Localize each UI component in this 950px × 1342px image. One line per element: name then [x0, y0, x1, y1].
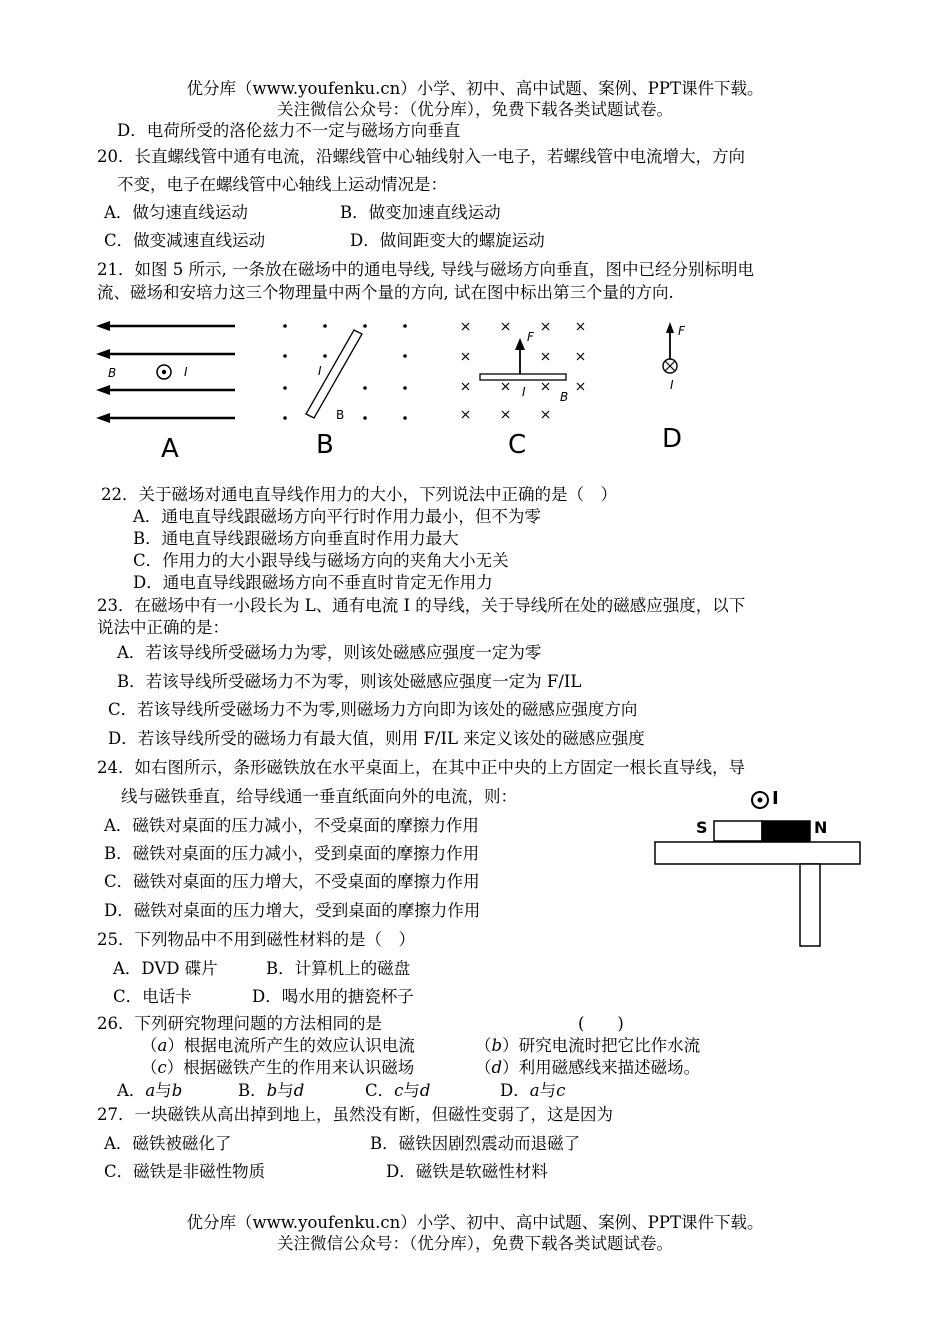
q25-option-c: C．电话卡: [113, 987, 192, 1006]
panel-a-field-lines: [96, 321, 235, 423]
q26-option-c-first: c: [394, 1081, 404, 1100]
q27-stem: 27．一块磁铁从高出掉到地上，虽然没有断，但磁性变弱了，这是因为: [97, 1105, 613, 1124]
q25-stem: 25．下列物品中不用到磁性材料的是（ ）: [97, 930, 415, 949]
q24-option-a: A．磁铁对桌面的压力减小，不受桌面的摩擦力作用: [104, 816, 479, 835]
bar-magnet: [714, 821, 810, 841]
q21-figure-drawing: [90, 310, 710, 470]
q26-option-d-prefix: D．: [500, 1081, 530, 1100]
q22-option-a: A．通电直导线跟磁场方向平行时作用力最小，但不为零: [133, 507, 541, 526]
panel-d-label: D: [662, 424, 683, 454]
q25-option-b: B．计算机上的磁盘: [266, 959, 411, 978]
q26-option-a-second: b: [171, 1081, 183, 1100]
panel-a-i-label: I: [184, 365, 188, 379]
q26-option-b-mid: 与: [277, 1081, 294, 1100]
q24-option-b: B．磁铁对桌面的压力减小，受到桌面的摩擦力作用: [104, 844, 480, 863]
q26-item-c-text: 根据磁铁产生的作用来认识磁场: [183, 1058, 415, 1077]
panel-b-i-label: I: [318, 364, 322, 378]
q20-option-c: C．做变减速直线运动: [104, 231, 266, 250]
magnet-s-label: S: [696, 818, 708, 837]
q23-option-d: D．若该导线所受的磁场力有最大值，则用 F/IL 来定义该处的磁感应强度: [108, 729, 645, 748]
q26-option-c-second: d: [419, 1081, 431, 1100]
q26-option-a-prefix: A．: [117, 1081, 146, 1100]
panel-b-wire: [306, 330, 362, 418]
q26-item-c: （c）根据磁铁产生的作用来认识磁场: [141, 1058, 415, 1077]
q26-option-a-first: a: [145, 1081, 156, 1100]
panel-d-wire: [663, 322, 677, 373]
q21-stem-2: 流、磁场和安培力这三个物理量中两个量的方向, 试在图中标出第三个量的方向.: [97, 283, 674, 302]
panel-a-label: A: [161, 434, 179, 464]
magnet-n-label: N: [814, 818, 828, 837]
q20-stem-2: 不变，电子在螺线管中心轴线上运动情况是：: [117, 175, 447, 194]
q20-option-a: A．做匀速直线运动: [104, 203, 248, 222]
q26-answer-paren: ( ): [578, 1014, 624, 1033]
q26-item-a: （a）根据电流所产生的效应认识电流: [141, 1036, 415, 1055]
q26-option-a-mid: 与: [155, 1081, 172, 1100]
q26-option-b: [238, 1080, 304, 1102]
header-line-2: 关注微信公众号：（优分库），免费下载各类试题试卷。: [277, 100, 673, 119]
q25-option-d: D．喝水用的搪瓷杯子: [252, 987, 414, 1006]
q26-option-b-second: d: [293, 1081, 305, 1100]
q22-option-b: B．通电直导线跟磁场方向垂直时作用力最大: [133, 529, 459, 548]
panel-c-b-label: B: [560, 390, 569, 404]
q26-item-c-label: c: [157, 1058, 167, 1077]
panel-c-i-label: I: [522, 385, 526, 399]
q21-stem-1: 21．如图 5 所示, 一条放在磁场中的通电导线, 导线与磁场方向垂直，图中已经分别标明电: [97, 260, 754, 279]
q26-item-d: （d）利用磁感线来描述磁场。: [475, 1058, 701, 1077]
q24-figure-drawing: [650, 785, 865, 950]
q21-figure: [90, 310, 710, 470]
q26-item-a-label: a: [157, 1036, 168, 1055]
current-out-icon: [752, 792, 768, 808]
q26-item-b-label: b: [491, 1036, 503, 1055]
panel-b-field-dots: [283, 324, 407, 420]
table: [655, 842, 860, 946]
q24-stem-1: 24．如右图所示，条形磁铁放在水平桌面上，在其中正中央的上方固定一根长直导线，导: [97, 758, 745, 777]
q27-option-d: D．磁铁是软磁性材料: [386, 1162, 548, 1181]
q26-option-b-prefix: B．: [238, 1081, 267, 1100]
q26-option-b-first: b: [266, 1081, 278, 1100]
panel-c-label: C: [508, 430, 527, 460]
q23-stem-1: 23．在磁场中有一小段长为 L、通有电流 I 的导线，关于导线所在处的磁感应强度，以下: [97, 596, 746, 615]
panel-c-wire: [480, 338, 566, 380]
panel-b-b-label: B: [336, 408, 345, 422]
panel-b-label: B: [316, 430, 334, 460]
q24-option-d: D．磁铁对桌面的压力增大，受到桌面的摩擦力作用: [104, 901, 481, 920]
q26-item-b: （b）研究电流时把它比作水流: [475, 1036, 701, 1055]
q20-stem-1: 20．长直螺线管中通有电流，沿螺线管中心轴线射入一电子，若螺线管中电流增大，方向: [97, 147, 745, 166]
q19-option-d: D．电荷所受的洛伦兹力不一定与磁场方向垂直: [117, 121, 461, 140]
q24-option-c: C．磁铁对桌面的压力增大，不受桌面的摩擦力作用: [104, 872, 480, 891]
q20-option-b: B．做变加速直线运动: [340, 203, 501, 222]
panel-c-f-label: F: [527, 330, 534, 344]
q26-stem: 26．下列研究物理问题的方法相同的是: [97, 1014, 382, 1033]
q22-option-c: C．作用力的大小跟导线与磁场方向的夹角大小无关: [133, 551, 509, 570]
q26-item-a-text: 根据电流所产生的效应认识电流: [183, 1036, 415, 1055]
q26-option-c-prefix: C．: [365, 1081, 395, 1100]
q26-option-a: [117, 1080, 182, 1102]
q26-option-c-mid: 与: [403, 1081, 420, 1100]
q24-stem-2: 线与磁铁垂直，给导线通一垂直纸面向外的电流，则：: [121, 787, 517, 806]
panel-a-b-label: B: [108, 366, 117, 380]
q27-option-b: B．磁铁因剧烈震动而退磁了: [370, 1134, 581, 1153]
q20-option-d: D．做间距变大的螺旋运动: [350, 231, 545, 250]
q22-option-d: D．通电直导线跟磁场方向不垂直时肯定无作用力: [133, 573, 493, 592]
q24-figure: [650, 785, 865, 950]
q27-option-c: C．磁铁是非磁性物质: [104, 1162, 266, 1181]
footer-line-1: 优分库（www.youfenku.cn）小学、初中、高中试题、案例、PPT课件下载。: [186, 1213, 764, 1232]
q23-option-a: A．若该导线所受磁场力为零，则该处磁感应强度一定为零: [117, 643, 542, 662]
q23-option-b: B．若该导线所受磁场力不为零，则该处磁感应强度一定为 F/IL: [117, 672, 582, 691]
q26-option-d-second: c: [556, 1081, 566, 1100]
q22-stem: 22．关于磁场对通电直导线作用力的大小，下列说法中正确的是（ ）: [101, 485, 617, 504]
q23-stem-2: 说法中正确的是：: [97, 618, 229, 637]
header-line-1: 优分库（www.youfenku.cn）小学、初中、高中试题、案例、PPT课件下载。: [186, 79, 764, 98]
panel-d-i-label: I: [670, 378, 674, 392]
q26-option-c: [365, 1080, 430, 1102]
panel-d-f-label: F: [678, 324, 685, 338]
q23-option-c: C．若该导线所受磁场力不为零,则磁场力方向即为该处的磁感应强度方向: [108, 700, 638, 719]
q26-option-d: [500, 1080, 565, 1102]
q27-option-a: A．磁铁被磁化了: [104, 1134, 232, 1153]
q25-option-a: A．DVD 碟片: [113, 959, 218, 978]
q26-item-d-label: d: [491, 1058, 503, 1077]
current-label: I: [772, 788, 779, 809]
footer-line-2: 关注微信公众号：（优分库），免费下载各类试题试卷。: [277, 1234, 673, 1253]
q26-option-d-mid: 与: [539, 1081, 557, 1100]
q26-item-b-text: 研究电流时把它比作水流: [518, 1036, 701, 1055]
q26-option-d-first: a: [529, 1081, 540, 1100]
q26-item-d-text: 利用磁感线来描述磁场。: [518, 1058, 701, 1077]
